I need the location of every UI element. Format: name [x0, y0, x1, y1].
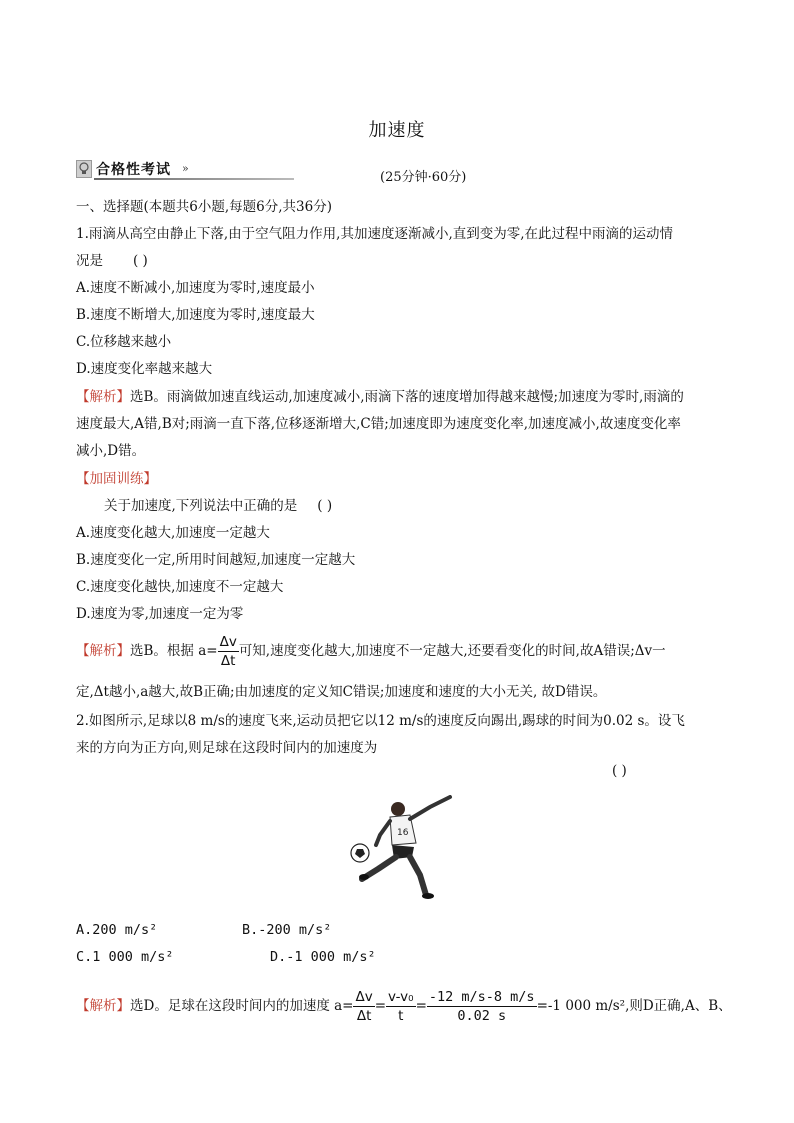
q2-analysis-line1	[76, 988, 732, 1025]
drill-tag: 【加固训练】	[76, 471, 157, 487]
section-header	[76, 158, 224, 180]
q1-analysis-line1	[76, 385, 684, 405]
drill-stem-text: 关于加速度,下列说法中正确的是	[104, 498, 298, 514]
q2-analysis-pre: 选D。足球在这段时间内的加速度 a=	[130, 998, 354, 1014]
fraction-dv-dt	[218, 633, 239, 670]
q1-stem-line1: 1.雨滴从高空由静止下落,由于空气阻力作用,其加速度逐渐减小,直到变为零,在此过程中雨滴的运动情	[76, 226, 674, 242]
q2-answer-blank: ( )	[612, 763, 627, 779]
section-label: 合格性考试	[96, 162, 171, 178]
drill-analysis-line2: 定,Δt越小,a越大,故B正确;由加速度的定义知C错误;加速度和速度的大小无关, 故D错误。	[76, 684, 607, 700]
section-rule	[94, 178, 294, 180]
fraction-denominator: t	[398, 1008, 404, 1024]
analysis-tag: 【解析】	[76, 643, 130, 659]
fraction-numeric	[427, 988, 537, 1025]
q1-analysis-text1: 选B。雨滴做加速直线运动,加速度减小,雨滴下落的速度增加得越来越慢;加速度为零时,雨滴的	[130, 389, 684, 405]
drill-option-c: C.速度变化越快,加速度不一定越大	[76, 579, 284, 595]
fraction-numerator: -12 m/s-8 m/s	[428, 989, 535, 1005]
jersey-number: 16	[397, 828, 409, 838]
lightbulb-icon	[76, 160, 92, 178]
fraction-numerator: Δv	[355, 989, 373, 1005]
analysis-tag: 【解析】	[76, 998, 130, 1014]
drill-analysis-pre: 选B。根据 a=	[130, 643, 218, 659]
q1-stem-text: 况是	[76, 253, 103, 269]
drill-stem	[104, 494, 332, 514]
drill-analysis-line1	[76, 633, 666, 670]
football-player-figure	[340, 795, 460, 900]
fraction-numerator: v-v₀	[388, 989, 414, 1005]
drill-analysis-post: 可知,速度变化越大,加速度不一定越大,还要看变化的时间,故A错误;Δv一	[238, 643, 666, 659]
q2-option-b: B.-200 m/s²	[242, 922, 332, 938]
q1-stem-line2	[76, 249, 148, 269]
q1-option-a: A.速度不断减小,加速度为零时,速度最小	[76, 280, 315, 296]
fraction-denominator: 0.02 s	[457, 1008, 507, 1024]
q1-option-d: D.速度变化率越来越大	[76, 361, 213, 377]
page-title: 加速度	[368, 120, 426, 141]
drill-option-d: D.速度为零,加速度一定为零	[76, 606, 244, 622]
q2-analysis-post: =-1 000 m/s²,则D正确,A、B、	[536, 998, 732, 1014]
drill-option-b: B.速度变化一定,所用时间越短,加速度一定越大	[76, 552, 356, 568]
q1-answer-blank: ( )	[133, 253, 148, 269]
q1-option-c: C.位移越来越小	[76, 334, 172, 350]
drill-option-a: A.速度变化越大,加速度一定越大	[76, 525, 270, 541]
drill-answer-blank: ( )	[317, 498, 333, 514]
equals-sign: =	[415, 998, 427, 1014]
fraction-v-v0-t	[386, 988, 416, 1025]
q1-option-b: B.速度不断增大,加速度为零时,速度最大	[76, 307, 315, 323]
q1-analysis-line3: 减小,D错。	[76, 443, 146, 459]
q2-stem-line2: 来的方向为正方向,则足球在这段时间内的加速度为	[76, 740, 378, 756]
q2-option-a: A.200 m/s²	[76, 922, 158, 938]
equals-sign: =	[374, 998, 387, 1014]
fraction-denominator: Δt	[356, 1008, 372, 1024]
q2-option-c: C.1 000 m/s²	[76, 949, 174, 965]
fraction-denominator: Δt	[220, 653, 236, 669]
fraction-dv-dt	[353, 988, 374, 1025]
q1-analysis-line2: 速度最大,A错,B对;雨滴一直下落,位移逐渐增大,C错;加速度即为速度变化率,加速度减小,故速度变化率	[76, 416, 681, 432]
q2-stem-line1: 2.如图所示,足球以8 m/s的速度飞来,运动员把它以12 m/s的速度反向踢出,踢球的时间为0.02 s。设飞	[76, 713, 685, 729]
analysis-tag: 【解析】	[76, 389, 130, 405]
time-score: (25分钟·60分)	[380, 170, 467, 185]
fraction-numerator: Δv	[219, 634, 237, 650]
chevron-right-icon: »	[182, 162, 189, 175]
q2-option-d: D.-1 000 m/s²	[270, 949, 376, 965]
part-heading: 一、选择题(本题共6小题,每题6分,共36分)	[76, 199, 332, 215]
